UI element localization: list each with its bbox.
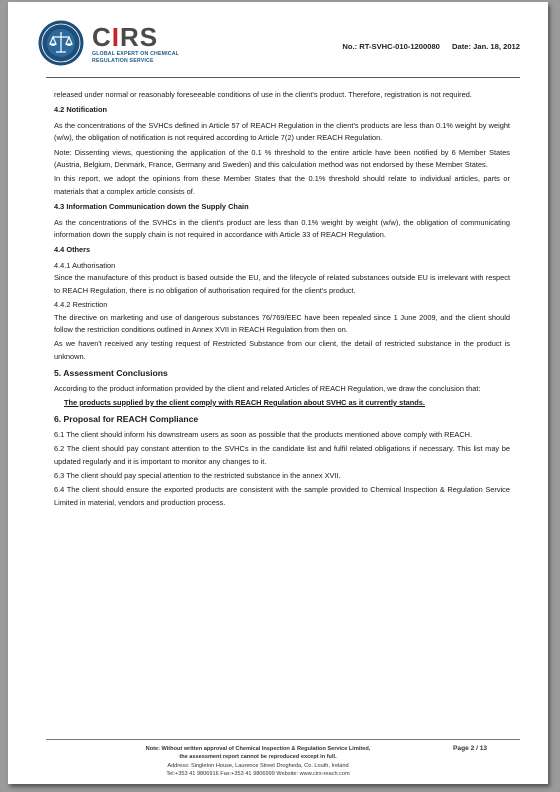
header-divider <box>46 77 520 78</box>
report-body <box>54 89 510 511</box>
page-number: Page 2 / 13 <box>453 745 488 752</box>
heading-4-4: 4.4 Others <box>54 245 91 255</box>
heading-4-3: 4.3 Information Communication down the Supply Chain <box>54 202 249 212</box>
brand-logo <box>92 24 179 64</box>
page-footer <box>68 745 448 778</box>
footer-contact: Tel:+353 41 9806916 Fax:+353 41 9806999 Website: www.cirs-reach.com <box>166 770 350 777</box>
footer-note-1: Note: Without written approval of Chemical Inspection & Regulation Service Limited, <box>145 746 371 752</box>
paragraph-4-4-1: Since the manufacture of this product is based outside the EU, and the lifecycle of related substances outside EU is irrelevant with respect to REACH Regulation, there is no obligation of authorisation required for the client's product. <box>54 273 510 295</box>
paragraph-4-3: As the concentrations of the SVHCs in the client's product are less than 0.1% weight by weight (w/w), the obligation of communicating information down the supply chain is not required in accordance with Article 33 of REACH Regulation. <box>54 217 510 240</box>
heading-4-2: 4.2 Notification <box>54 105 107 115</box>
footer-divider <box>46 739 520 740</box>
brand-tagline-2: REGULATION SERVICE <box>92 58 154 64</box>
conclusion-statement: The products supplied by the client comply with REACH Regulation about SVHC as it currently stands. <box>64 397 425 407</box>
paragraph-6-2: 6.2 The client should pay constant attention to the SVHCs in the candidate list and fulfil related obligations if necessary. This list may be updated regularly and it is important to monitor any changes to it. <box>54 444 510 466</box>
footer-address: Address: Singleton House, Laurence Street Drogheda, Co. Louth, Ireland <box>167 762 349 769</box>
paragraph-4-2a: As the concentrations of the SVHCs defined in Article 57 of REACH Regulation in the client's products are less than 0.1% weight by weight (w/w), the obligation of notification is not required according to Article 7(2) under REACH Regulation. <box>54 120 510 143</box>
paragraph-5: According to the product information provided by the client and related Articles of REACH Regulation, we draw the conclusion that: <box>54 383 481 393</box>
paragraph-4-4-2a: The directive on marketing and use of dangerous substances 76/769/EEC have been repealed since 1 June 2009, and the client should follow the restriction conditions outlined in Annex XVII in REACH Regulation from then on. <box>54 312 510 334</box>
cirs-seal-icon <box>38 20 84 66</box>
paragraph-4-4-2b: As we haven't received any testing request of Restricted Substance from our client, the detail of restricted substance in the product is unknown. <box>54 339 510 361</box>
document-meta <box>332 42 520 51</box>
page-header <box>8 2 548 80</box>
report-number: No.: RT-SVHC-010-1200080 <box>342 42 440 51</box>
heading-6: 6. Proposal for REACH Compliance <box>54 414 199 425</box>
brand-wordmark: CIRS <box>92 22 159 52</box>
brand-tagline-1: GLOBAL EXPERT ON CHEMICAL <box>92 51 180 57</box>
paragraph-6-3: 6.3 The client should pay special attention to the restricted substance in the annex XVII. <box>54 470 341 480</box>
paragraph-6-1: 6.1 The client should inform his downstream users as soon as possible that the products mentioned above comply with REACH. <box>54 429 473 439</box>
report-date: Date: Jan. 18, 2012 <box>452 42 520 51</box>
footer-note-2: the assessment report cannot be reproduced except in full. <box>179 754 337 761</box>
heading-4-4-2: 4.4.2 Restriction <box>54 300 108 310</box>
paragraph-4-2c: In this report, we adopt the opinions from these Member States that the 0.1% threshold should relate to individual articles, parts or materials that a complex article consists of. <box>54 174 510 196</box>
paragraph-6-4: 6.4 The client should ensure the exported products are consistent with the sample provided to Chemical Inspection & Regulation Service Limited in material, vendors and production process. <box>54 485 510 507</box>
paragraph-4-2b: Note: Dissenting views, questioning the application of the 0.1 % threshold to the entire article have been notified by 6 Member States (Austria, Belgium, Denmark, France, Germany and Sweden) and this calculation method was not endorsed by these Member States. <box>54 147 510 170</box>
heading-5: 5. Assessment Conclusions <box>54 368 168 379</box>
document-page <box>8 2 548 784</box>
paragraph-intro: released under normal or reasonably foreseeable conditions of use in the client's product. Therefore, registration is not required. <box>54 90 472 99</box>
heading-4-4-1: 4.4.1 Authorisation <box>54 260 116 270</box>
